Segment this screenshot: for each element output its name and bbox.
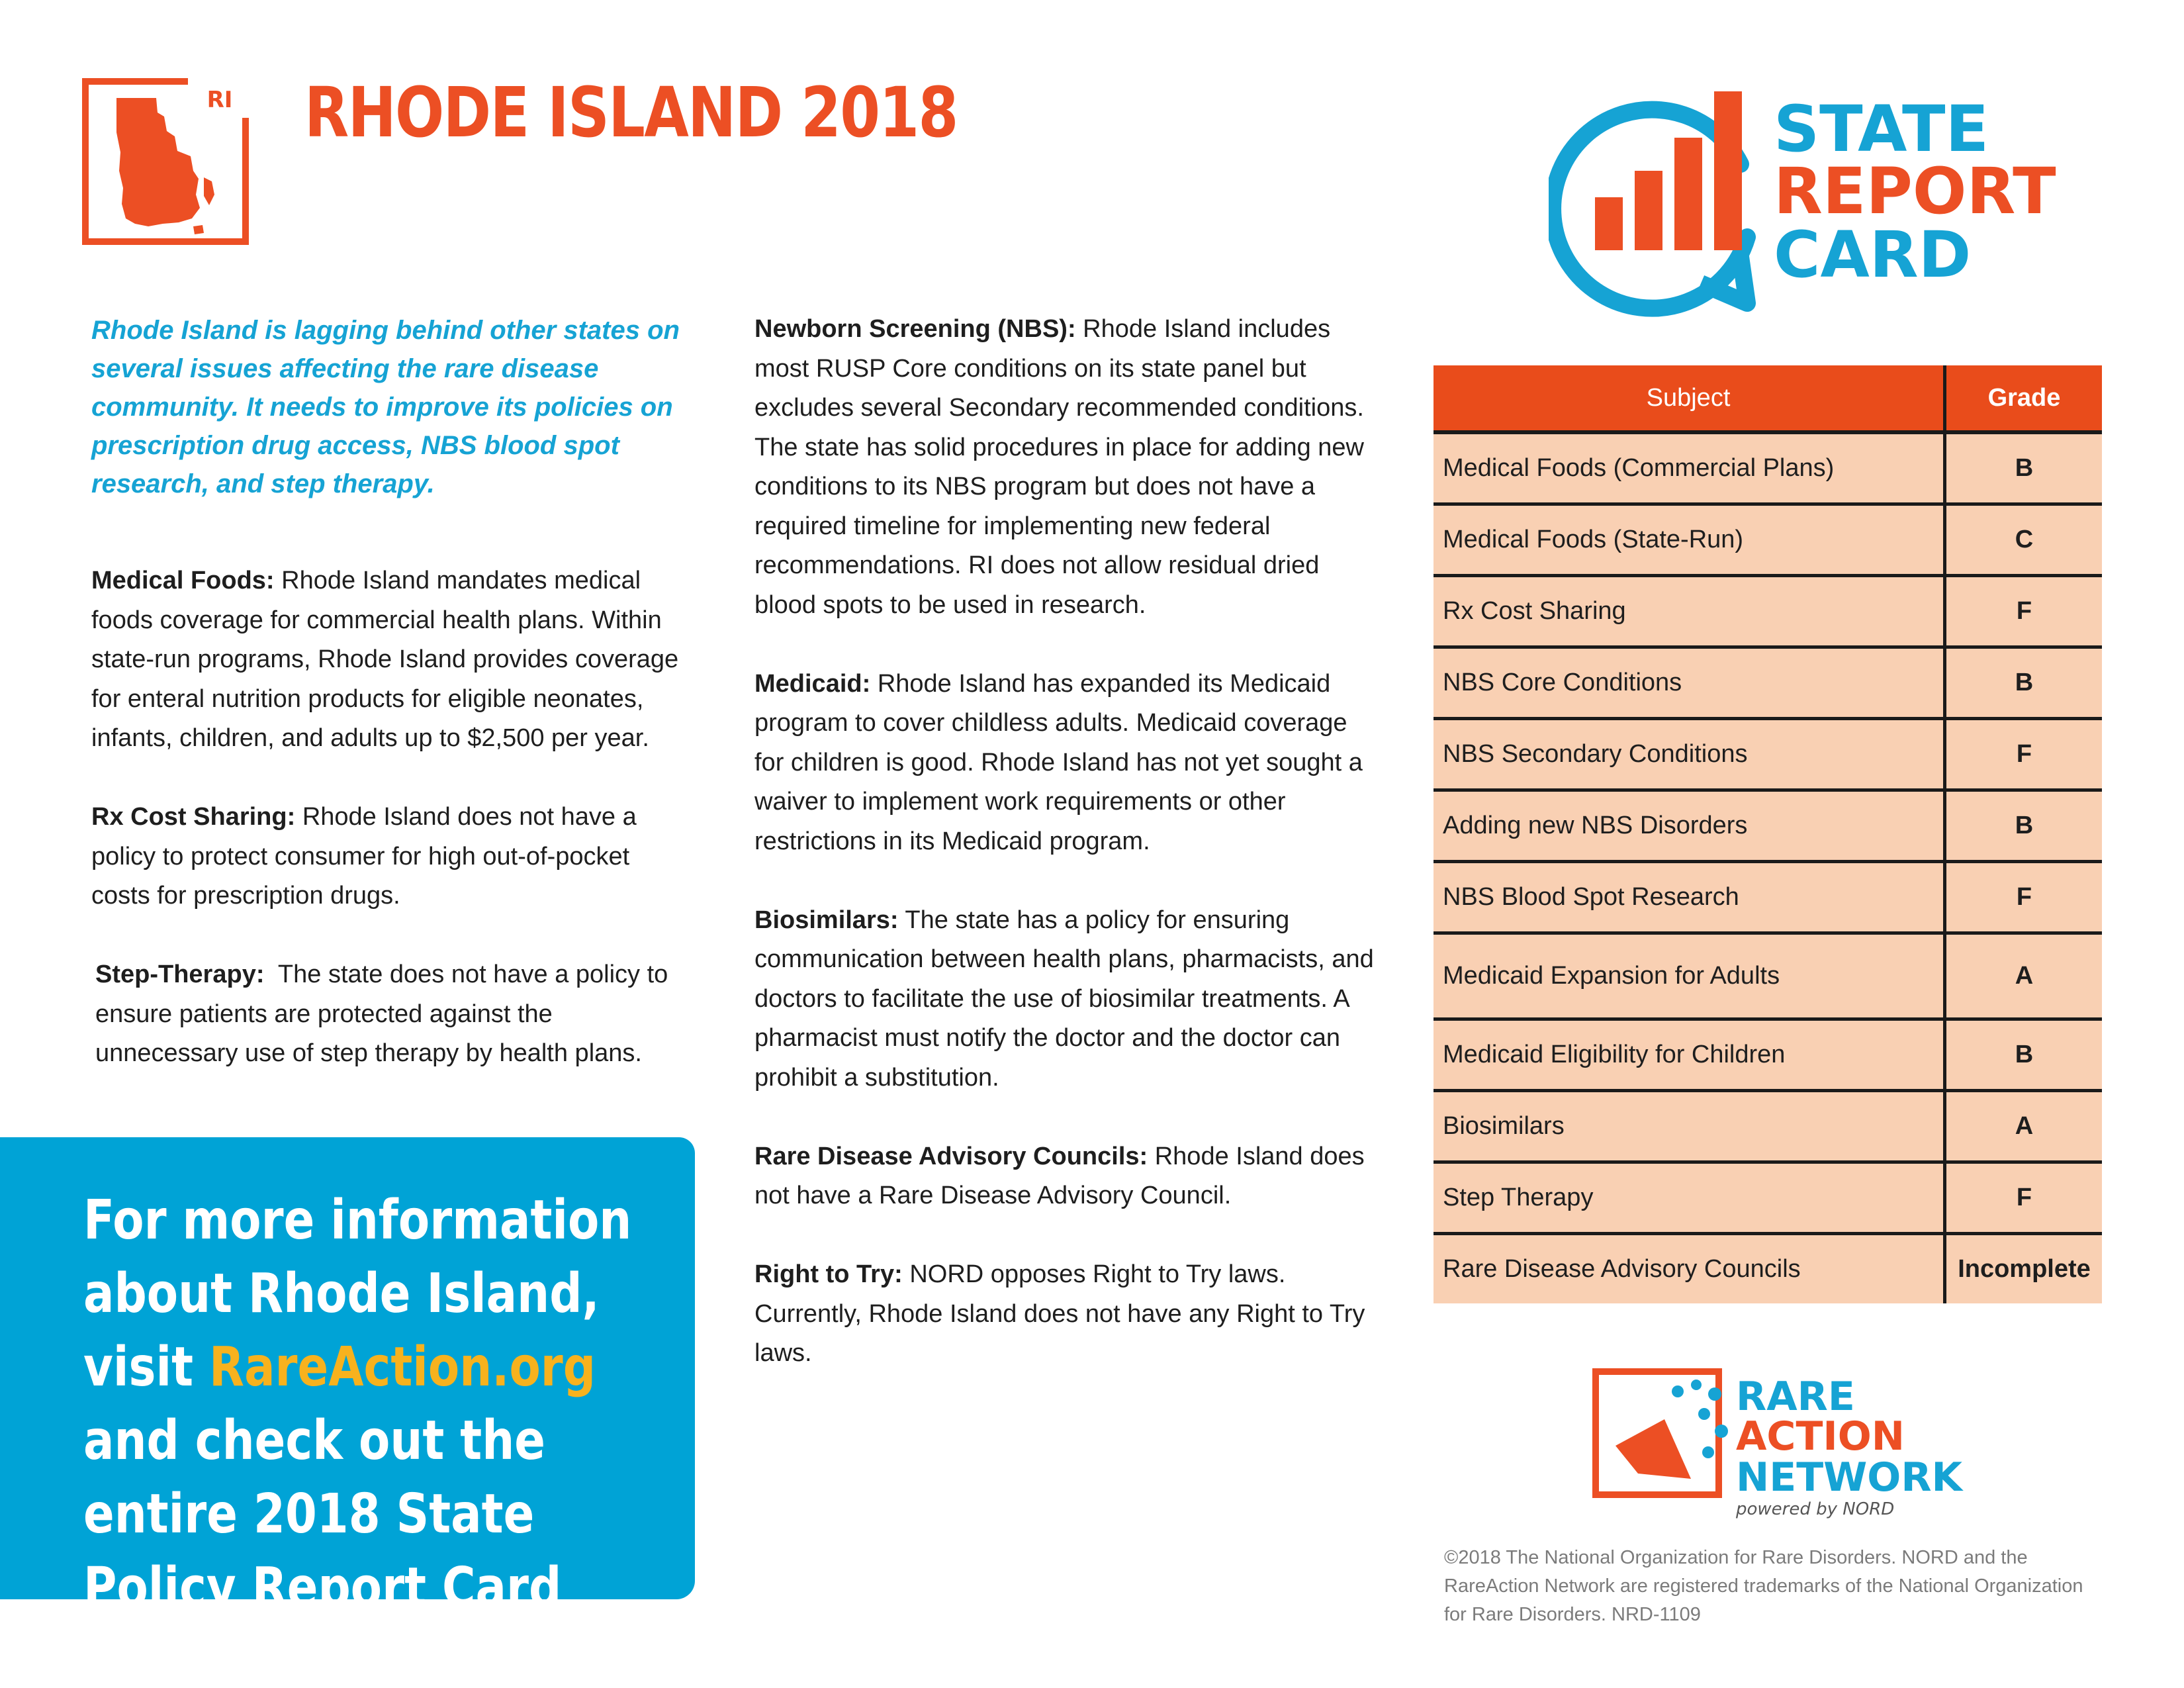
state-report-card-logo [1549, 85, 2065, 323]
section-body: The state has a policy for ensuring communication between health plans, pharmacists, and doctors to facilitate the use of biosimilar treatments. A pharmacist must notify the doctor and the doctor can prohibit a substitution. [754, 906, 1374, 1092]
section-medical-foods [91, 561, 687, 759]
table-row [1433, 576, 2102, 647]
table-row [1433, 1019, 2102, 1091]
section-body: Rhode Island has expanded its Medicaid program to cover childless adults. Medicaid coverage for children is good. Rhode Island has not yet sought a waiver to implement work requirements or other restrictions in its Medicaid program. [754, 669, 1363, 855]
table-header-row [1433, 365, 2102, 432]
row-grade: Incomplete [1945, 1234, 2103, 1304]
section-heading: Newborn Screening (NBS): [754, 315, 1076, 343]
row-grade: B [1945, 647, 2103, 719]
rare-action-network-logo [1592, 1368, 2002, 1523]
row-grade: B [1945, 790, 2103, 862]
row-subject: NBS Secondary Conditions [1433, 719, 1945, 790]
megaphone-icon [1615, 1419, 1691, 1479]
logo-line-rare: RARE [1736, 1374, 1855, 1420]
table-row [1433, 1162, 2102, 1234]
section-medicaid [754, 665, 1377, 862]
table-row [1433, 504, 2102, 576]
row-grade: B [1945, 1019, 2103, 1091]
row-grade: F [1945, 862, 2103, 933]
page-title: RHODE ISLAND 2018 [304, 72, 958, 153]
row-subject: NBS Blood Spot Research [1433, 862, 1945, 933]
row-subject: Medical Foods (State-Run) [1433, 504, 1945, 576]
row-grade: C [1945, 504, 2103, 576]
section-step-therapy [91, 955, 687, 1074]
row-subject: Medicaid Expansion for Adults [1433, 933, 1945, 1019]
logo-line-report: REPORT [1774, 154, 2056, 228]
left-column [91, 311, 687, 1113]
header-grade: Grade [1945, 365, 2103, 432]
row-grade: B [1945, 432, 2103, 504]
row-grade: F [1945, 1162, 2103, 1234]
row-subject: Medical Foods (Commercial Plans) [1433, 432, 1945, 504]
row-grade: F [1945, 576, 2103, 647]
middle-column [754, 310, 1377, 1413]
table-row [1433, 432, 2102, 504]
callout-text-after: and check out the entire 2018 State Policy Report Card [83, 1409, 562, 1619]
intro-statement: Rhode Island is lagging behind other states on several issues affecting the rare disease community. It needs to improve its policies on prescription drug access, NBS blood spot research, and step therapy. [91, 316, 680, 498]
logo-line-network: NETWORK [1736, 1454, 1963, 1501]
section-heading: Step-Therapy: [95, 961, 265, 988]
row-subject: Step Therapy [1433, 1162, 1945, 1234]
section-body: Rhode Island does not have a policy to protect consumer for high out-of-pocket costs for prescription drugs. [91, 803, 637, 910]
row-subject: Adding new NBS Disorders [1433, 790, 1945, 862]
row-subject: Rare Disease Advisory Councils [1433, 1234, 1945, 1304]
callout-text [83, 1184, 672, 1624]
rareaction-link[interactable]: RareAction.org [209, 1336, 596, 1399]
callout-text-before: For more information about Rhode Island, visit [83, 1189, 632, 1399]
section-heading: Medical Foods: [91, 567, 275, 594]
logo-line-action: ACTION [1736, 1413, 1905, 1460]
section-heading: Right to Try: [754, 1260, 903, 1288]
section-newborn-screening [754, 310, 1377, 625]
copyright-notice: ©2018 The National Organization for Rare Disorders. NORD and the RareAction Network are registered trademarks of the National Organization for Rare Disorders. NRD-1109 [1444, 1547, 2083, 1625]
section-body: The state does not have a policy to ensure patients are protected against the unnecessary use of step therapy by health plans. [95, 961, 668, 1067]
section-rx-cost-sharing [91, 798, 687, 916]
logo-tagline: powered by NORD [1736, 1499, 1895, 1519]
section-body: NORD opposes Right to Try laws. Currently, Rhode Island does not have any Right to Try laws. [754, 1260, 1365, 1367]
row-subject: Rx Cost Sharing [1433, 576, 1945, 647]
section-body: Rhode Island mandates medical foods coverage for commercial health plans. Within state-run programs, Rhode Island provides coverage for enteral nutrition products for eligible neonates, infants, children, and adults up to $2,500 per year. [91, 567, 679, 752]
section-body: Rhode Island includes most RUSP Core conditions on its state panel but excludes several Secondary recommended conditions. The state has solid procedures in place for adding new conditions to its NBS program but does not have a required timeline for implementing new federal recommendations. RI does not allow residual dried blood spots to be used in research. [754, 315, 1364, 619]
rhode-island-map-icon [82, 78, 249, 245]
row-grade: A [1945, 1091, 2103, 1162]
section-body: Rhode Island does not have a Rare Disease Advisory Council. [754, 1142, 1365, 1209]
badge-abbr: RI [206, 87, 233, 113]
logo-line-state: STATE [1774, 92, 1989, 166]
row-subject: NBS Core Conditions [1433, 647, 1945, 719]
section-heading: Medicaid: [754, 669, 871, 698]
table-row [1433, 862, 2102, 933]
row-subject: Biosimilars [1433, 1091, 1945, 1162]
table-row [1433, 1091, 2102, 1162]
more-info-callout [0, 1137, 695, 1619]
section-heading: Rare Disease Advisory Councils: [754, 1142, 1148, 1170]
row-subject: Medicaid Eligibility for Children [1433, 1019, 1945, 1091]
header-subject: Subject [1433, 365, 1945, 432]
row-grade: F [1945, 719, 2103, 790]
section-heading: Rx Cost Sharing: [91, 803, 296, 831]
table-row [1433, 719, 2102, 790]
table-row [1433, 1234, 2102, 1304]
row-grade: A [1945, 933, 2103, 1019]
section-heading: Biosimilars: [754, 906, 899, 934]
section-rare-disease-councils [754, 1137, 1377, 1216]
table-row [1433, 933, 2102, 1019]
logo-line-card: CARD [1774, 218, 1972, 292]
grades-table [1433, 365, 2102, 1303]
section-biosimilars [754, 901, 1377, 1098]
table-row [1433, 647, 2102, 719]
table-row [1433, 790, 2102, 862]
section-right-to-try [754, 1255, 1377, 1374]
